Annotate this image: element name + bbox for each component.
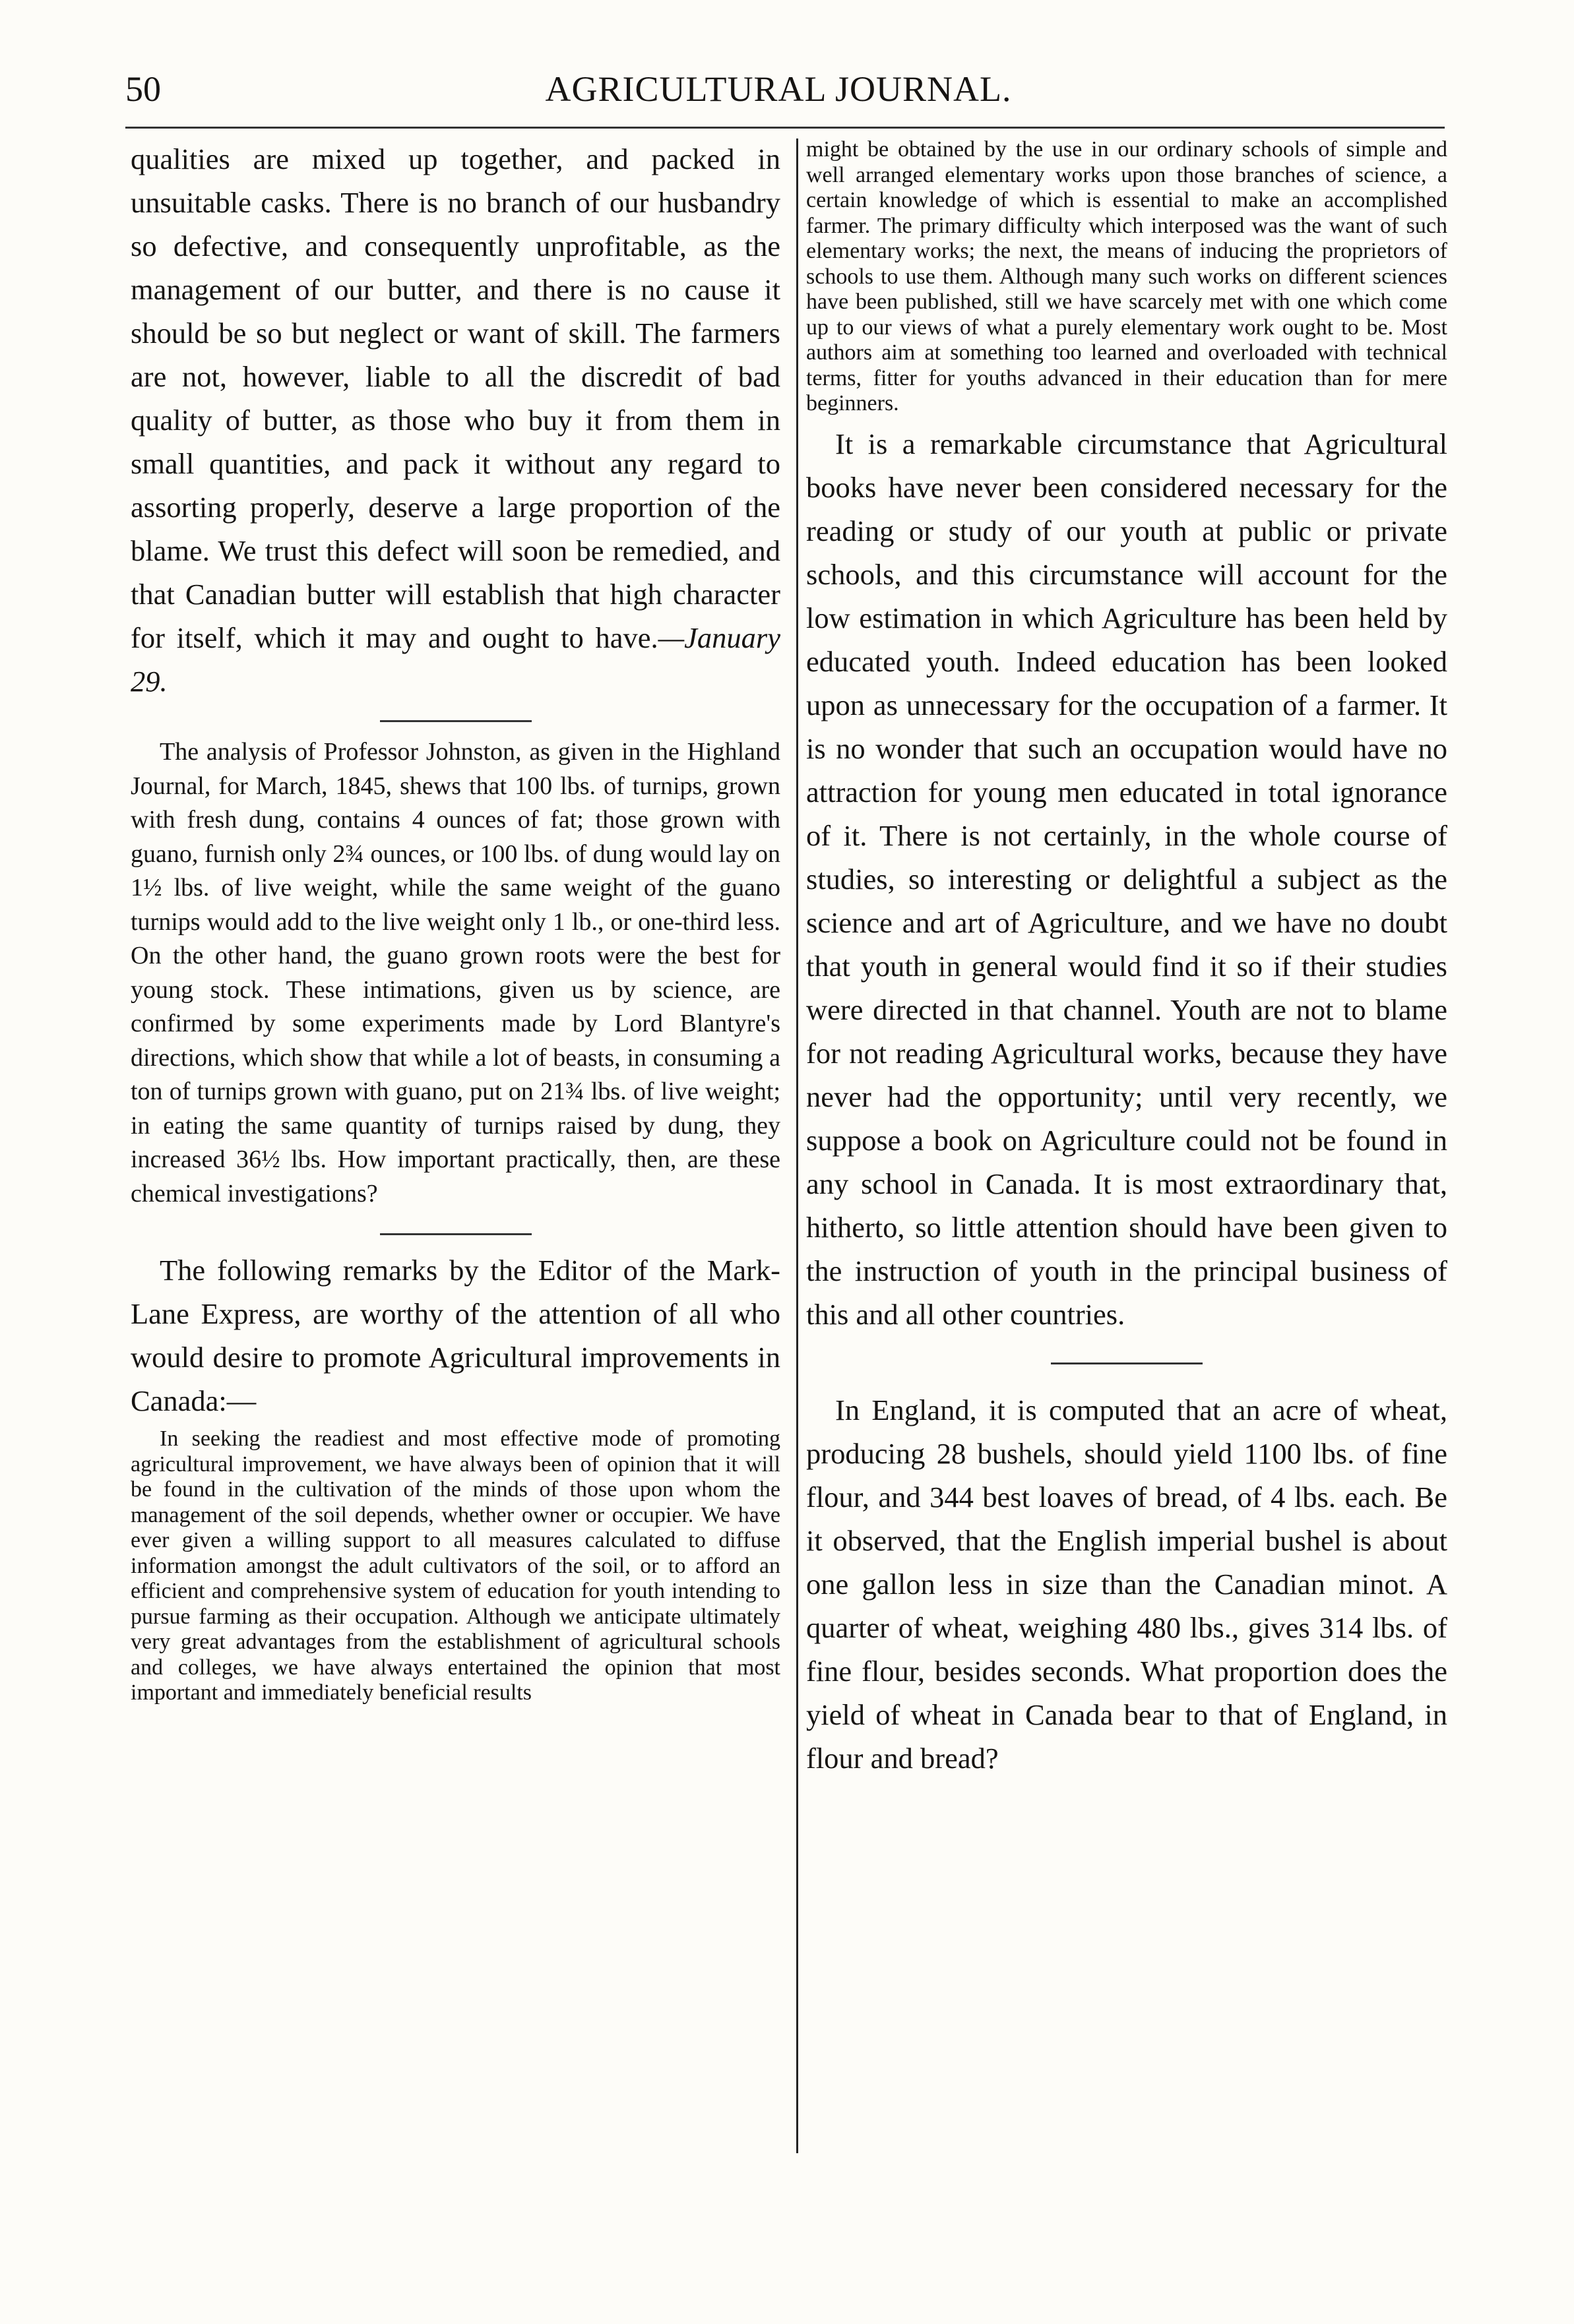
- column-divider: [796, 138, 798, 2153]
- england-paragraph: In England, it is computed that an acre of wheat, producing 28 bushels, should yield 1100 lbs. of fine flour, and 344 best loaves of bread, of 4 lbs. each. Be it observed, that the English imperial bushel is about one gallon less in size than the Canadian minot. A quarter of wheat, weighing 480 lbs., gives 314 lbs. of fine flour, besides seconds. What proportion does the yield of wheat in Canada bear to that of England, in flour and bread?: [806, 1393, 1447, 1775]
- remarks-intro: The following remarks by the Editor of the Mark-Lane Express, are worthy of the attention of all who would desire to promote Agricultural improvements in Canada:—: [131, 1254, 780, 1417]
- johnston-paragraph: The analysis of Professor Johnston, as given in the Highland Journal, for March, 1845, shews that 100 lbs. of turnips, grown with fresh dung, contains 4 ounces of fat; those grown with guano, furnish only 2¾ ounces, or 100 lbs. of dung would lay on 1½ lbs. of live weight, while the same weight of the guano turnips would add to the live weight only 1 lb., or one-third less. On the other hand, the guano grown roots were the best for young stock. These intimations, given us by science, are confirmed by some experiments made by Lord Blantyre's directions, which show that while a lot of beasts, in consuming a ton of turnips grown with guano, put on 21¾ lbs. of live weight; in eating the same quantity of turnips raised by dung, they increased 36½ lbs. How important practically, then, are these chemical investigations?: [131, 738, 780, 1208]
- separator-rule: [380, 1233, 532, 1235]
- left-column: [131, 137, 780, 1706]
- page-number: 50: [125, 69, 161, 109]
- butter-paragraph: [131, 137, 780, 703]
- journal-title: AGRICULTURAL JOURNAL.: [545, 69, 1012, 109]
- quote-paragraph: In seeking the readiest and most effective mode of promoting agricultural improvement, we have always been of opinion that it will be found in the cultivation of the minds of those upon whom the management of the soil depends, whether owner or occupier. We have ever given a willing support to all measures calculated to diffuse information amongst the adult cultivators of the soil, or to afford an efficient and comprehensive system of education for youth intending to pursue farming as their occupation. Although we anticipate ultimately very great advantages from the establishment of agricultural schools and colleges, we have always entertained the opinion that most important and immediately beneficial results: [131, 1426, 780, 1705]
- header-rule: [125, 127, 1445, 129]
- books-paragraph: It is a remarkable circumstance that Agricultural books have never been considered necessary for the reading or study of our youth at public or private schools, and this circumstance will account for the low estimation in which Agriculture has been held by educated youth. Indeed education has been looked upon as unnecessary for the occupation of a farmer. It is no wonder that such an occupation would have no attraction for young men educated in total ignorance of it. There is not certainly, in the whole course of studies, so interesting or delightful a subject as the science and art of Agriculture, and we have no doubt that youth in general would find it so if their studies were directed in that channel. Youth are not to blame for not reading Agricultural works, because they have never had the opportunity; until very recently, we suppose a book on Agriculture could not be found in any school in Canada. It is most extraordinary that, hitherto, so little attention should have been given to the instruction of youth in the principal business of this and all other countries.: [806, 427, 1447, 1331]
- quote-continued: might be obtained by the use in our ordinary schools of simple and well arranged elementary works upon those branches of science, a certain knowledge of which is essential to make an accomplished farmer. The primary difficulty which interposed was the want of such elementary works; the next, the means of inducing the proprietors of schools to use them. Although many such works on different sciences have been published, still we have scarcely met with one which come up to our views of what a purely elementary work ought to be. Most authors aim at something too learned and overloaded with technical terms, fitter for youths advanced in their education than for mere beginners.: [806, 137, 1447, 415]
- right-column: [806, 137, 1447, 1780]
- butter-text: qualities are mixed up together, and packed in unsuitable casks. There is no branch of our husbandry so defective, and consequently unprofitable, as the management of our butter, and there is no cause it should be so but neglect or want of skill. The farmers are not, however, liable to all the discredit of bad quality of butter, as those who buy it from them in small quantities, and pack it without any regard to assorting properly, deserve a large proportion of the blame. We trust this defect will soon be remedied, and that Canadian butter will establish that high character for itself, which it may and ought to have.: [131, 142, 780, 654]
- separator-rule: [380, 720, 532, 722]
- butter-date: —January 29.: [131, 621, 780, 698]
- page-header: [125, 69, 1432, 121]
- separator-rule: [1051, 1362, 1203, 1364]
